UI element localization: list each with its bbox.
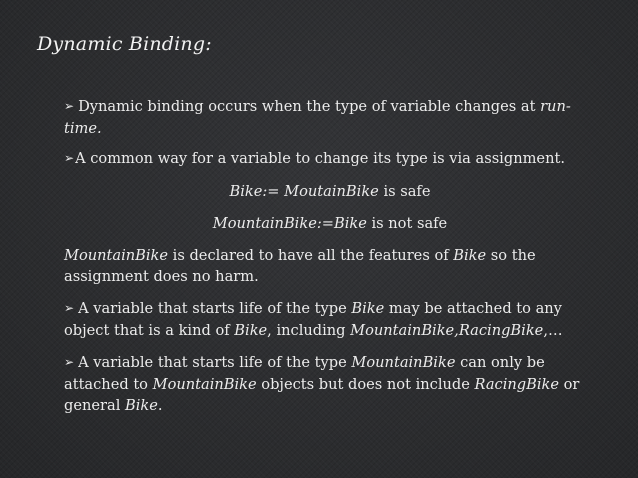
bullet-text: A common way for a variable to change its type is via assignment. (75, 150, 565, 167)
bullet-text: objects but does not include (256, 376, 475, 393)
example-not-safe (64, 213, 596, 234)
example-code: MountainBike:=Bike (212, 215, 367, 232)
paragraph-emphasis: Bike (453, 247, 487, 264)
bullet-mountainbike-variable (64, 352, 596, 416)
bullet-assignment (64, 148, 596, 170)
bullet-arrow-icon: ➢ (64, 355, 75, 369)
bullet-arrow-icon: ➢ (64, 99, 75, 113)
example-text: is safe (378, 183, 431, 200)
bullet-emphasis: MountainBike (152, 376, 257, 393)
bullet-emphasis: MountainBike,RacingBike (350, 322, 544, 339)
bullet-text: A variable that starts life of the type (78, 300, 352, 317)
bullet-emphasis: Bike (234, 322, 268, 339)
bullet-emphasis: Bike (125, 397, 158, 414)
bullet-bike-variable (64, 298, 596, 341)
example-text: is not safe (366, 215, 448, 232)
bullet-emphasis: RacingBike (474, 376, 559, 393)
bullet-text: or general (64, 376, 580, 414)
slide-content (64, 96, 596, 427)
paragraph-text: is declared to have all the features of (168, 247, 454, 264)
paragraph-declared (64, 245, 596, 287)
paragraph-emphasis: MountainBike (64, 247, 169, 264)
bullet-arrow-icon: ➢ (64, 151, 75, 165)
bullet-arrow-icon: ➢ (64, 301, 75, 315)
bullet-emphasis: MountainBike (351, 354, 456, 371)
bullet-text: . (157, 397, 163, 414)
bullet-text: may be attached to any object that is a kind of (64, 300, 562, 339)
bullet-text: ,… (543, 322, 563, 339)
bullet-emphasis: Bike (351, 300, 385, 317)
bullet-text: Dynamic binding occurs when the type of variable changes at (78, 98, 541, 115)
bullet-emphasis: run-time. (64, 98, 571, 137)
bullet-dynamic-binding (64, 96, 596, 139)
example-safe (64, 181, 596, 202)
slide-title: Dynamic Binding: (37, 33, 212, 55)
bullet-text: , including (267, 322, 351, 339)
example-code: Bike:= MoutainBike (229, 183, 379, 200)
bullet-text: can only be attached to (64, 354, 545, 393)
paragraph-text: so the assignment does no harm. (64, 247, 536, 285)
bullet-text: A variable that starts life of the type (78, 354, 352, 371)
